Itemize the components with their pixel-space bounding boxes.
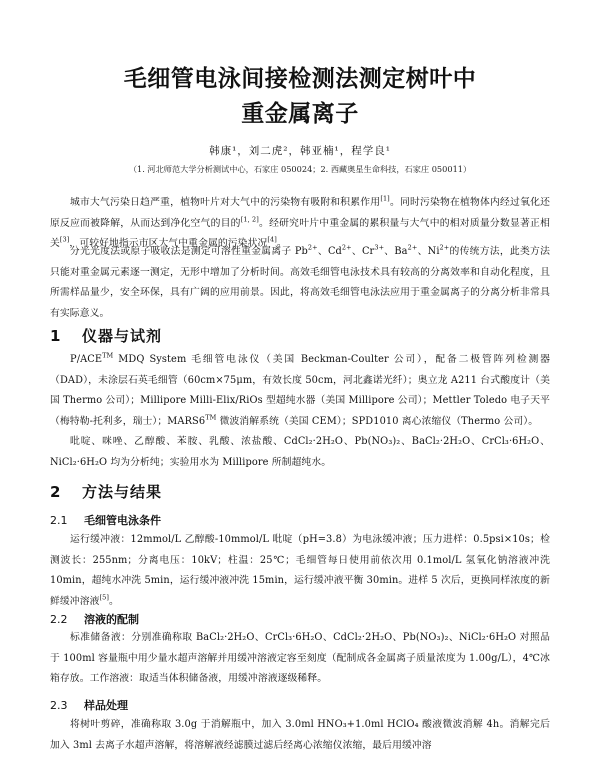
solution-prep-paragraph: 标准储备液：分别准确称取 BaCl₂·2H₂O、CrCl₃·6H₂O、CdCl₂·2H₂O、Pb(NO₃)₂、NiCl₂·6H₂O 对照品于 100ml 容量瓶中用少量水超声溶解并用缓冲溶液定容至刻度（配制成各金属离子质量浓度为 1.00g/L），4℃冰箱存放。工作溶液：取适当体积储备液，用缓冲溶液逐级稀释。 <box>50 632 550 684</box>
subsection-heading-2-1: 2.1 毛细管电泳条件 <box>50 514 161 527</box>
intro-paragraph-2: 分光光度法或原子吸收法是测定可溶性重金属离子 $Pb^{2+}$、$Cd^{2+}$、$Cr^{3+}$、$Ba^{2+}$、$Ni^{2+}$的传统方法，此类方法只能对重金属元素逐一测定，无形中增加了分析时间。高效毛细管电泳技术具有较高的分离效率和自动化程度，且所需样品量少，安全环保，具有广阔的应用前景。因此，将高效毛细管电泳法应用于重金属离子的分离分析非常具有实际意义。 <box>50 243 551 319</box>
sample-treatment-paragraph: 将树叶剪碎，准确称取 3.0g 于消解瓶中，加入 3.0ml HNO₃+1.0ml HClO₄ 酸液微波消解 4h。消解完后加入 3ml 去离子水超声溶解，将溶解液经滤膜过滤后经离心浓缩仪浓缩，最后用缓冲溶 <box>50 719 550 751</box>
instruments-paragraph: P/ACE™ MDQ System 毛细管电泳仪（美国 Beckman-Coulter 公司），配备二极管阵列检测器（DAD），未涂层石英毛细管（60cm×75μm，有效长度 50cm，河北鑫诺光纤）；奥立龙 A211 台式酸度计（美国 Thermo 公司）；Millipore Milli-Elix/RiOs 型超纯水器（美国 Millipore 公司）；Mettler Toledo 电子天平（梅特勒-托利多，瑞士）；MARS6™ 微波消解系统（美国 CEM）；SPD1010 离心浓缩仪（Thermo 公司）。 <box>50 351 550 427</box>
paper-title-line-1: 毛细管电泳间接检测法测定树叶中 <box>123 66 477 92</box>
reagents-paragraph: 吡啶、咪唑、乙醇酸、苯胺、乳酸、浓盐酸、CdCl₂·2H₂O、Pb(NO₃)₂、BaCl₂·2H₂O、CrCl₃·6H₂O、NiCl₂·6H₂O 均为分析纯；实验用水为 Millipore 所制超纯水。 <box>50 436 550 468</box>
author-list: 韩康¹，刘二虎²，韩亚楠¹，程学良¹ <box>209 145 391 157</box>
subsection-heading-2-3: 2.3 样品处理 <box>50 699 128 712</box>
ce-conditions-paragraph: 运行缓冲液：12mmol/L 乙醇酸-10mmol/L 吡啶（pH=3.8）为电泳缓冲液；压力进样：0.5psi×10s；检测波长：255nm；分离电压：10kV；柱温：25℃；毛细管每日使用前依次用 0.1mol/L 氢氧化钠溶液冲洗 10min，超纯水冲洗 5min，运行缓冲液冲洗 15min，运行缓冲液平衡 30min。进样 5 次后，更换同样浓度的新鲜缓冲溶液[5]。 <box>50 534 550 607</box>
paper-title-line-2: 重金属离子 <box>241 101 359 127</box>
affiliation: （1. 河北师范大学分析测试中心，石家庄 050024；2. 西藏奥星生命科技，石家庄 050011） <box>128 164 472 174</box>
section-heading-2: 2 方法与结果 <box>50 483 163 501</box>
section-heading-1: 1 仪器与试剂 <box>50 327 163 345</box>
intro-paragraph-1: 城市大气污染日趋严重，植物叶片对大气中的污染物有吸附和积累作用[1]。同时污染物在植物体内经过氧化还原反应而被降解，从而达到净化空气的目的[1, 2]。经研究叶片中重金属的累积量与大气中的相对质量分数显著正相关[3]，可较好地指示市区大气中重金属的污染状况[4]。 <box>50 194 550 249</box>
subsection-heading-2-2: 2.2 溶液的配制 <box>50 613 139 626</box>
